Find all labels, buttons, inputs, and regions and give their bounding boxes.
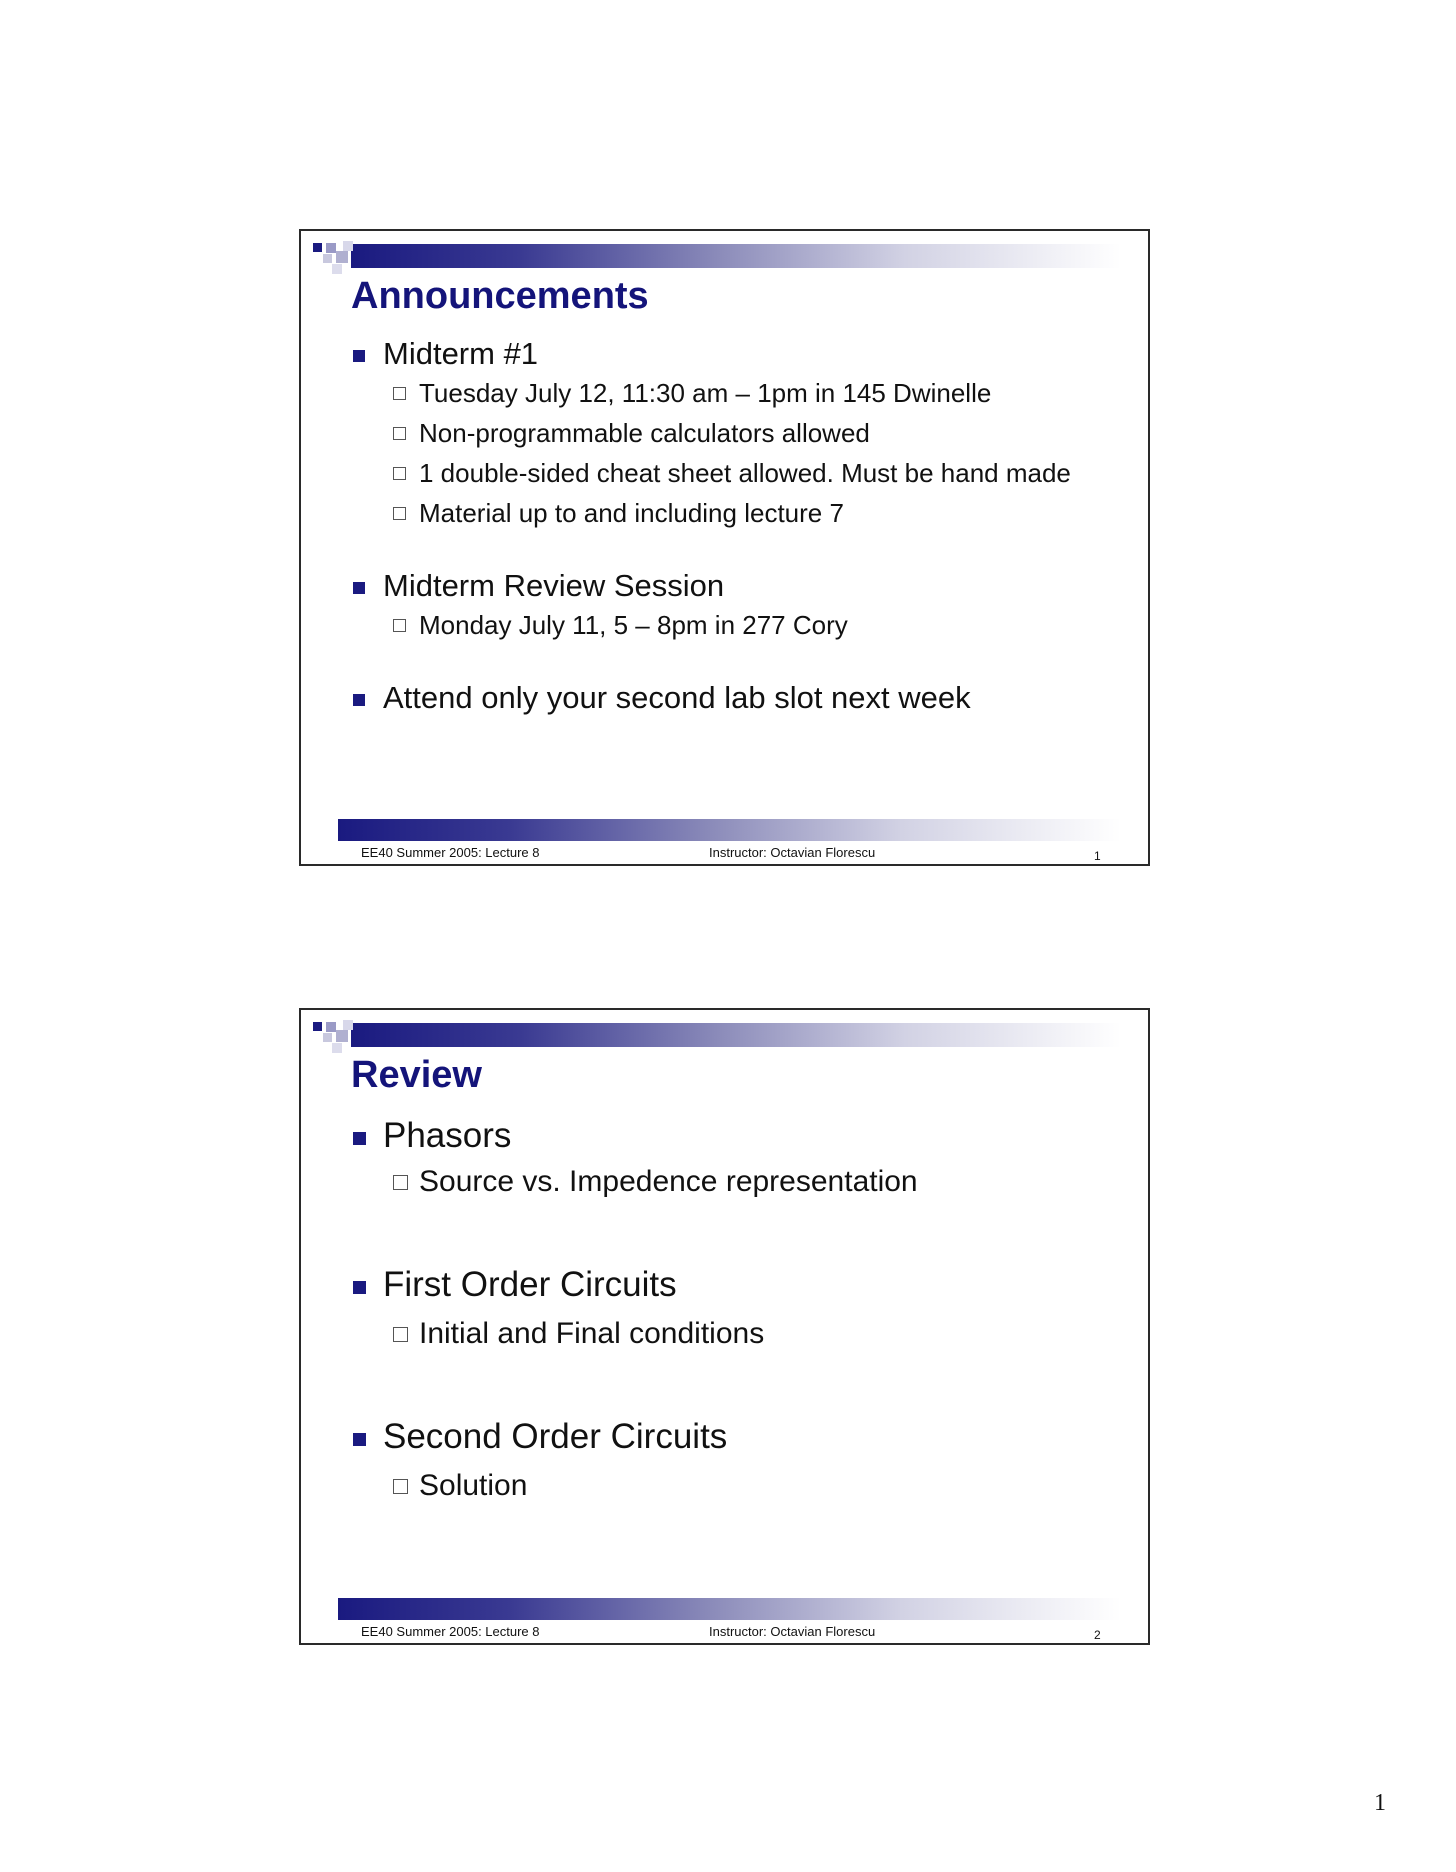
sub-bullet-item <box>393 1467 1118 1505</box>
slide-content <box>351 334 1118 718</box>
slide-title: Review <box>351 1054 482 1096</box>
sub-bullet-item <box>393 1315 1118 1353</box>
bullet-item <box>351 1415 1118 1459</box>
footer-course: EE40 Summer 2005: Lecture 8 <box>361 845 540 860</box>
footer-gradient-bar <box>338 819 1121 841</box>
sub-bullet-text: Solution <box>419 1469 528 1502</box>
bullet-text: Midterm #1 <box>383 336 539 371</box>
hollow-square-bullet-icon <box>393 619 406 632</box>
square-bullet-icon <box>353 1433 366 1446</box>
bullet-item <box>351 1114 1118 1158</box>
square-bullet-icon <box>353 350 365 362</box>
square-bullet-icon <box>353 694 365 706</box>
footer-instructor: Instructor: Octavian Florescu <box>709 845 876 860</box>
square-bullet-icon <box>353 1132 366 1145</box>
square-bullet-icon <box>353 582 365 594</box>
sub-bullet-text: Source vs. Impedence representation <box>419 1165 918 1198</box>
hollow-square-bullet-icon <box>393 387 406 400</box>
bullet-item <box>351 1263 1118 1307</box>
footer-gradient-bar <box>338 1598 1121 1620</box>
sub-bullet-item <box>393 1163 1118 1201</box>
slide-number: 2 <box>1094 1628 1101 1642</box>
bullet-text: Attend only your second lab slot next week <box>383 680 971 715</box>
footer-instructor: Instructor: Octavian Florescu <box>709 1624 876 1639</box>
bullet-text: Midterm Review Session <box>383 568 725 603</box>
page-number: 1 <box>1374 1790 1386 1816</box>
bullet-item <box>351 678 1118 718</box>
sub-bullet-item <box>393 497 1118 530</box>
bullet-item <box>351 334 1118 374</box>
slide-1 <box>299 229 1150 866</box>
slide-2 <box>299 1008 1150 1645</box>
header-gradient-bar <box>351 1023 1121 1047</box>
sub-bullet-text: Non-programmable calculators allowed <box>419 418 870 448</box>
hollow-square-bullet-icon <box>393 1479 408 1494</box>
bullet-text: Phasors <box>383 1116 512 1155</box>
sub-bullet-text: Monday July 11, 5 – 8pm in 277 Cory <box>419 610 848 640</box>
sub-bullet-text: 1 double-sided cheat sheet allowed. Must be hand made <box>419 458 1071 488</box>
hollow-square-bullet-icon <box>393 427 406 440</box>
sub-bullet-text: Tuesday July 12, 11:30 am – 1pm in 145 Dwinelle <box>419 378 992 408</box>
bullet-text: Second Order Circuits <box>383 1417 728 1456</box>
slide-content <box>351 1114 1118 1505</box>
hollow-square-bullet-icon <box>393 1175 408 1190</box>
hollow-square-bullet-icon <box>393 507 406 520</box>
square-bullet-icon <box>353 1281 366 1294</box>
slide-number: 1 <box>1094 849 1101 863</box>
sub-bullet-text: Initial and Final conditions <box>419 1317 765 1350</box>
hollow-square-bullet-icon <box>393 1327 408 1342</box>
sub-bullet-item <box>393 417 1118 450</box>
sub-bullet-item <box>393 377 1118 410</box>
sub-bullet-text: Material up to and including lecture 7 <box>419 498 844 528</box>
sub-bullet-item <box>393 457 1109 490</box>
footer-course: EE40 Summer 2005: Lecture 8 <box>361 1624 540 1639</box>
bullet-item <box>351 566 1118 606</box>
slide-title: Announcements <box>351 275 649 317</box>
bullet-text: First Order Circuits <box>383 1265 677 1304</box>
sub-bullet-item <box>393 609 1118 642</box>
header-gradient-bar <box>351 244 1121 268</box>
hollow-square-bullet-icon <box>393 467 406 480</box>
